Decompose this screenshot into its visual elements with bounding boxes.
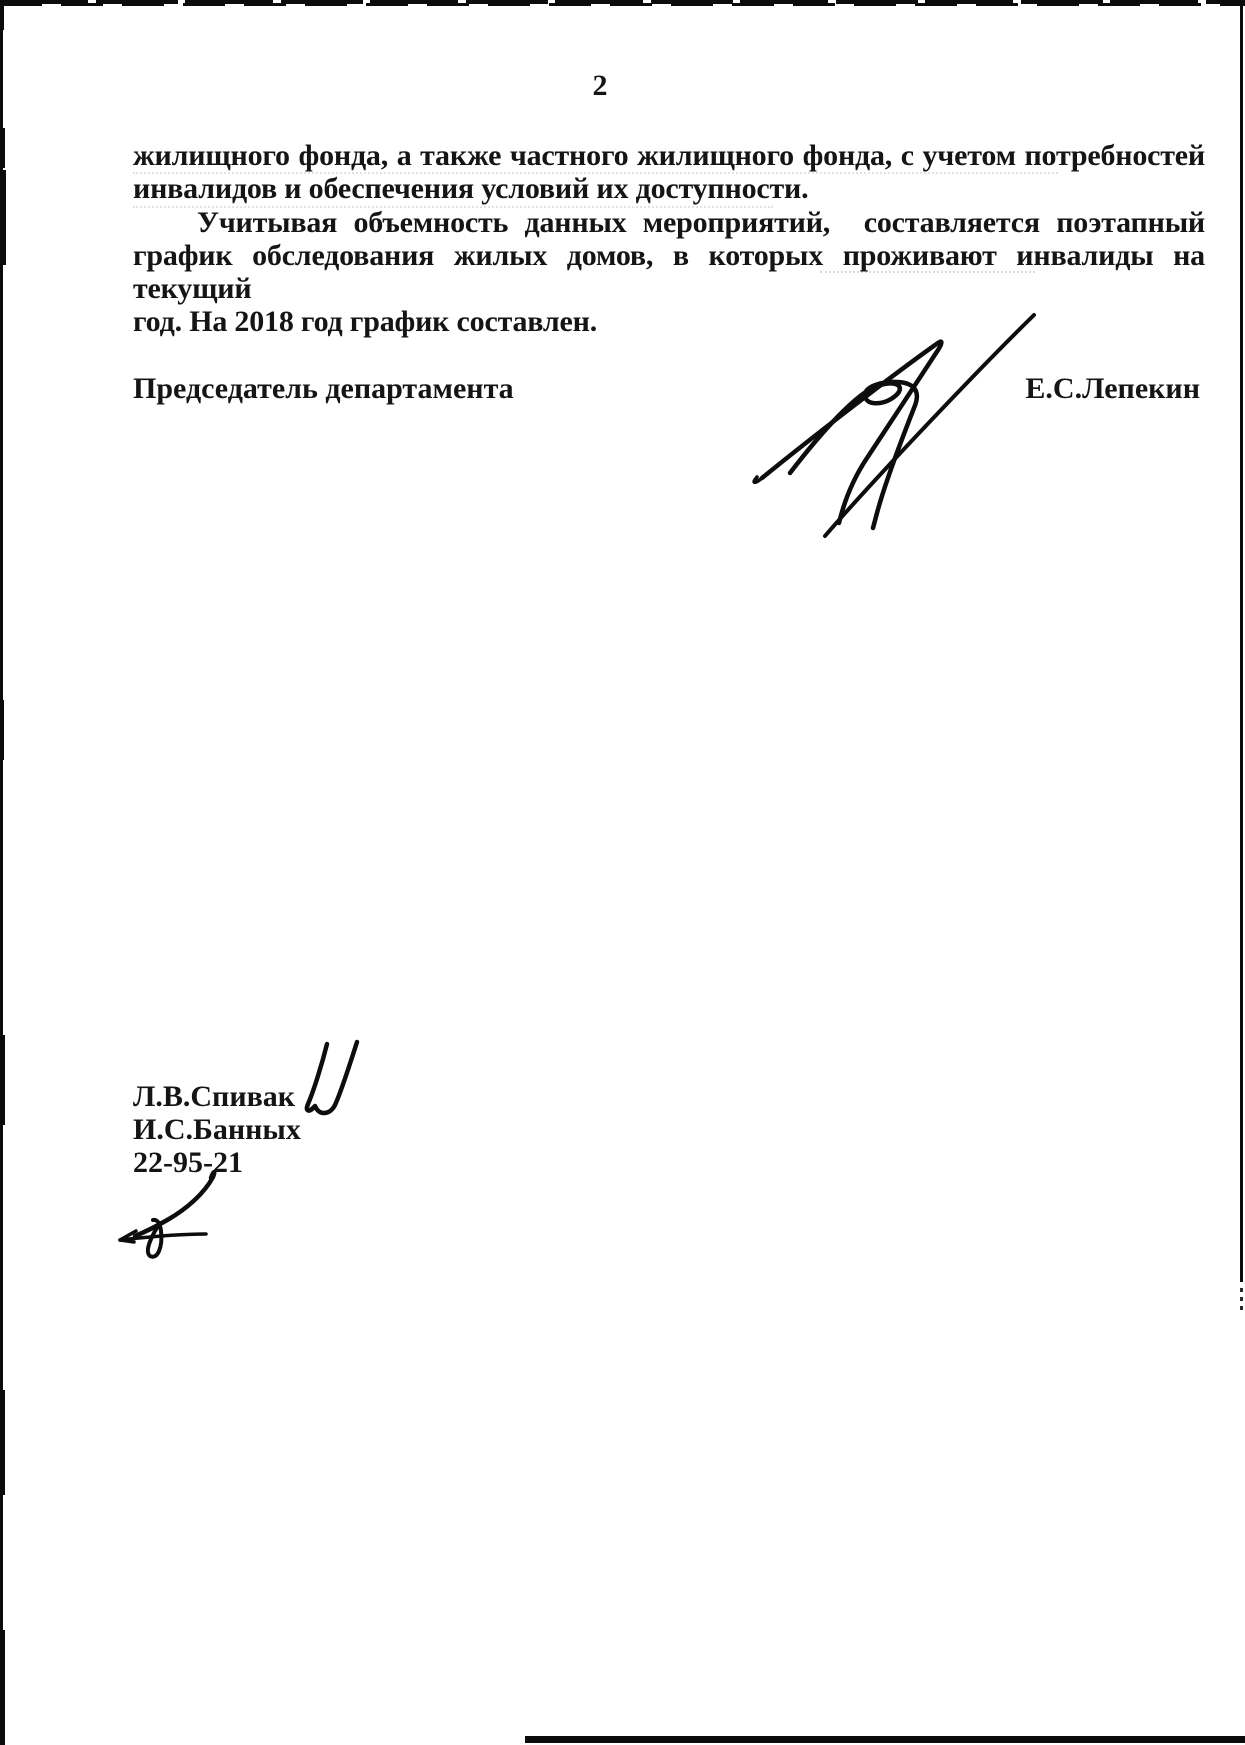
- body-line-indented: [133, 206, 1205, 239]
- body-line: график обследования жилых домов, в которых проживают инвалиды на текущий: [133, 238, 1205, 305]
- executor-name: И.С.Банных: [133, 1112, 301, 1146]
- executor-signature: [293, 1038, 371, 1123]
- scan-artifact-left-blob: [0, 170, 6, 265]
- scan-artifact-right-dot: [1240, 1306, 1243, 1310]
- scan-artifact-left-blob: [0, 0, 4, 30]
- scan-artifact-left-blob: [0, 1630, 5, 1745]
- scan-artifact-top-edge-2: [0, 3, 1245, 6]
- scan-artifact-left-blob: [0, 1390, 5, 1495]
- body-line: инвалидов и обеспечения условий их доступности.: [133, 172, 809, 206]
- body-line: год. На 2018 год график составлен.: [133, 305, 598, 339]
- contact-phone: 22-95-21: [133, 1145, 243, 1179]
- scan-artifact-bottom-edge: [525, 1736, 1245, 1743]
- scan-artifact-right-edge: [1240, 0, 1243, 1282]
- scan-artifact-left-blob: [0, 700, 4, 760]
- body-line-segment: составляется поэтапный: [863, 205, 1205, 239]
- signer-title: Председатель департамента: [133, 372, 514, 405]
- body-line-segment: Учитывая объемность данных мероприятий,: [197, 205, 831, 239]
- bottom-signature: [112, 1168, 232, 1266]
- scan-artifact-right-dot: [1240, 1297, 1243, 1301]
- scan-artifact-right-dot: [1240, 1288, 1243, 1292]
- scan-artifact-left-blob: [0, 128, 5, 168]
- signer-name: Е.С.Лепекин: [1025, 372, 1200, 405]
- body-line: жилищного фонда, а также частного жилищного фонда, с учетом потребностей: [133, 139, 1205, 172]
- chairman-signature: [735, 278, 1045, 548]
- footer-executors: [133, 1081, 301, 1179]
- page-number: 2: [592, 69, 608, 102]
- executor-name: Л.В.Спивак: [133, 1080, 296, 1113]
- scan-artifact-left-blob: [0, 1035, 5, 1125]
